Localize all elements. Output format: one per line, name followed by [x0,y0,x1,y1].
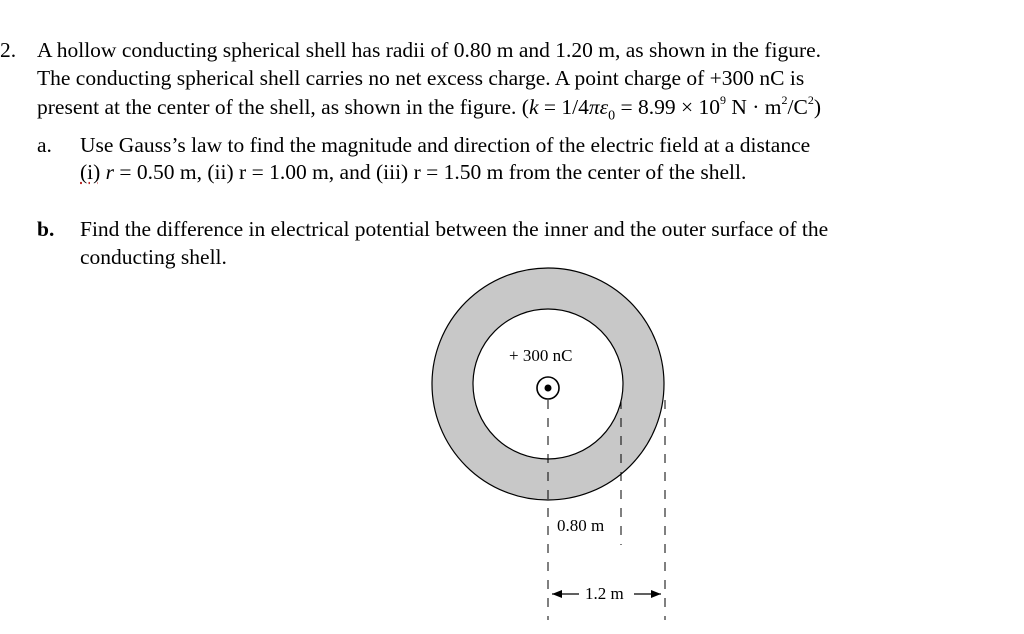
outer-radius-arrowhead-right [651,590,661,598]
line3-k: k [528,95,539,119]
line3-exponent-2a: 2 [781,92,788,107]
inner-radius-label: 0.80 m [557,516,605,535]
part-b-line-2: conducting shell. [80,245,227,269]
line3-part-f: ) [813,95,822,119]
line3-exponent-9: 9 [720,92,726,107]
charge-marker-dot [545,385,552,392]
part-a-label: a. [37,133,52,157]
charge-label: + 300 nC [509,346,573,365]
part-a-r: r [105,160,115,184]
line3-part-a: present at the center of the shell, as shown in the figure. ( [37,95,529,119]
line3-subscript-zero: 0 [608,108,616,124]
part-b-label: b. [37,217,55,241]
part-a-line-2-rest: = 0.50 m, (ii) r = 1.00 m, and (iii) r = 1.50 m from the center of the shell. [114,160,747,184]
outer-radius-label: 1.2 m [585,584,624,603]
line3-part-c: = 8.99 × 10 [615,95,720,119]
part-b-line-1: Find the difference in electrical potential between the inner and the outer surface of the [80,217,829,241]
line3-exponent-2b: 2 [807,92,814,107]
outer-radius-arrowhead-left [552,590,562,598]
problem-line-2-text: The conducting spherical shell carries no net excess charge. A point charge of +300 nC is [37,66,805,90]
line3-part-d: N · m [726,95,782,119]
problem-line-1: A hollow conducting spherical shell has radii of 0.80 m and 1.20 m, as shown in the figure. [37,38,822,62]
line3-part-b: = 1/4 [538,95,589,119]
part-a-i: (i) [80,160,101,184]
line3-part-e: /C [787,95,808,119]
line3-pi-epsilon: πε [588,95,609,119]
part-a-line-1: Use Gauss’s law to find the magnitude and direction of the electric field at a distance [80,133,811,157]
problem-number: 2. [0,38,17,62]
